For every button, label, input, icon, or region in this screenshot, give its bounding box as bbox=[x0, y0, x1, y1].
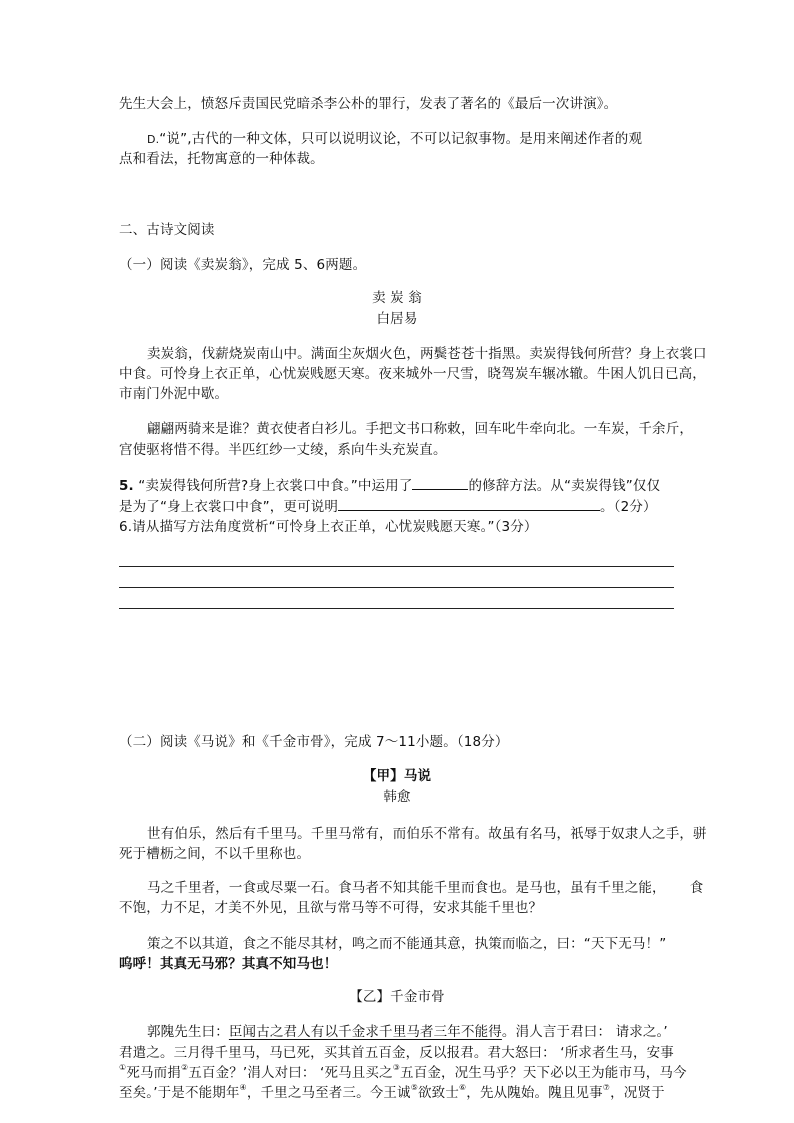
poem-line: 卖炭翁，伐薪烧炭南山中。满面尘灰烟火色，两鬓苍苍十指黑。卖炭得钱何所营？身上衣裳口 bbox=[147, 346, 707, 362]
poem-line: 翩翩两骑来是谁？黄衣使者白衫儿。手把文书口称敕，回车叱牛牵向北。一车炭，千余斤， bbox=[147, 421, 693, 437]
text-fragment: 五百金？’涓人对曰： bbox=[188, 1065, 316, 1081]
text-line: 点和看法，托物寓意的一种体裁。 bbox=[119, 151, 324, 167]
text-fragment: ，先从隗始。隗且见事 bbox=[466, 1085, 603, 1101]
text-fragment: ，千里之马至者三。今王诚 bbox=[246, 1085, 411, 1101]
text-line bbox=[119, 1083, 665, 1103]
text-fragment: 死马而捐 bbox=[126, 1065, 181, 1081]
question-text: 是为了“身上衣裳口中食”，更可说明 bbox=[119, 499, 339, 515]
footnote-marker: ④ bbox=[239, 1083, 247, 1092]
text-line: 不饱，力不足，才美不外见，且欲与常马等不可得，安求其能千里也？ bbox=[119, 900, 543, 916]
answer-line[interactable] bbox=[119, 566, 674, 567]
text-line: 呜呼！其真无马邪？其真不知马也！ bbox=[119, 956, 338, 972]
text-fragment: ‘所求者生马，安事 bbox=[560, 1045, 674, 1061]
question-6: 6.请从描写方法角度赏析“可怜身上衣正单，心忧炭贱愿天寒。”（3分） bbox=[119, 519, 538, 535]
text-line bbox=[119, 1063, 687, 1083]
footnote-marker: ① bbox=[119, 1063, 127, 1072]
footnote-marker: ⑥ bbox=[458, 1083, 467, 1092]
poem-author: 白居易 bbox=[376, 311, 418, 327]
text-fragment: 。涓人言于君曰： bbox=[501, 1024, 612, 1040]
text-line bbox=[147, 878, 703, 898]
footnote-marker: ③ bbox=[392, 1063, 401, 1072]
question-text: 的修辞方法。从“卖炭得钱”仅仅 bbox=[468, 478, 661, 494]
question-5-line1 bbox=[119, 476, 660, 496]
poem-line: 中食。可怜身上衣正单，心忧炭贱愿天寒。夜来城外一尺雪，晓驾炭车辗冰辙。牛困人饥日已高， bbox=[119, 366, 706, 382]
yi-title: 【乙】千金市骨 bbox=[349, 989, 445, 1005]
text-line: 策之不以其道，食之不能尽其材，鸣之而不能通其意，执策而临之，曰：“天下无马！” bbox=[147, 936, 667, 952]
jia-title: 【甲】马说 bbox=[362, 768, 432, 784]
text-fragment: ，况贤于 bbox=[610, 1085, 665, 1101]
underlined-sentence: 臣闻古之君人有以千金求千里马者三年不能得 bbox=[228, 1024, 502, 1040]
text-line bbox=[119, 1043, 674, 1063]
text-line bbox=[147, 1022, 668, 1042]
text-fragment: ‘死马且买之 bbox=[320, 1065, 393, 1081]
question-5-line2 bbox=[119, 497, 657, 517]
part-intro: （二）阅读《马说》和《千金市骨》，完成 7～11小题。（18分） bbox=[119, 734, 509, 750]
poem-title: 卖 炭 翁 bbox=[372, 290, 422, 306]
text-fragment: 郭隗先生曰： bbox=[147, 1024, 229, 1040]
text-line: 先生大会上，愤怒斥责国民党暗杀李公朴的罪行，发表了著名的《最后一次讲演》。 bbox=[119, 96, 618, 112]
option-d-label: D. bbox=[147, 133, 160, 146]
answer-line[interactable] bbox=[119, 587, 674, 588]
part-intro: （一）阅读《卖炭翁》，完成 5、6两题。 bbox=[119, 257, 367, 273]
answer-blank[interactable] bbox=[412, 477, 468, 490]
section-heading: 二、古诗文阅读 bbox=[119, 222, 215, 238]
text-fragment: 君遣之。三月得千里马，马已死，买其首五百金，反以报君。君大怒曰： bbox=[119, 1045, 556, 1061]
answer-blank[interactable] bbox=[338, 498, 600, 511]
text-fragment: 五百金，况生马乎？天下必以王为能市马，马今 bbox=[400, 1065, 687, 1081]
option-d-text: “说”,古代的一种文体，只可以说明议论，不可以记叙事物。是用来阐述作者的观 bbox=[159, 131, 643, 147]
question-number: 5. bbox=[119, 478, 134, 494]
poem-line: 宫使驱将惜不得。半匹红纱一丈绫，系向牛头充炭直。 bbox=[119, 442, 447, 458]
text-fragment: 请求之。’ bbox=[615, 1024, 668, 1040]
jia-author: 韩愈 bbox=[383, 789, 411, 805]
footnote-marker: ⑦ bbox=[602, 1083, 611, 1092]
text-line: 世有伯乐，然后有千里马。千里马常有，而伯乐不常有。故虽有名马，祇辱于奴隶人之手，骈 bbox=[147, 826, 707, 842]
footnote-marker: ② bbox=[180, 1063, 189, 1072]
text-fragment: 欲致士 bbox=[418, 1085, 459, 1101]
poem-line: 市南门外泥中歇。 bbox=[119, 386, 229, 402]
question-text: 。（2分） bbox=[600, 499, 657, 515]
question-text: “卖炭得钱何所营?身上衣裳口中食。”中运用了 bbox=[138, 478, 413, 494]
text-fragment: 至矣。’于是不能期年 bbox=[119, 1085, 240, 1101]
footnote-marker: ⑤ bbox=[410, 1083, 419, 1092]
option-d bbox=[147, 129, 642, 150]
text-fragment: 食 bbox=[689, 880, 704, 896]
text-fragment: 马之千里者，一食或尽粟一石。食马者不知其能千里而食也。是马也，虽有千里之能， bbox=[147, 880, 666, 896]
text-line: 死于槽枥之间，不以千里称也。 bbox=[119, 846, 311, 862]
answer-line[interactable] bbox=[119, 608, 674, 609]
